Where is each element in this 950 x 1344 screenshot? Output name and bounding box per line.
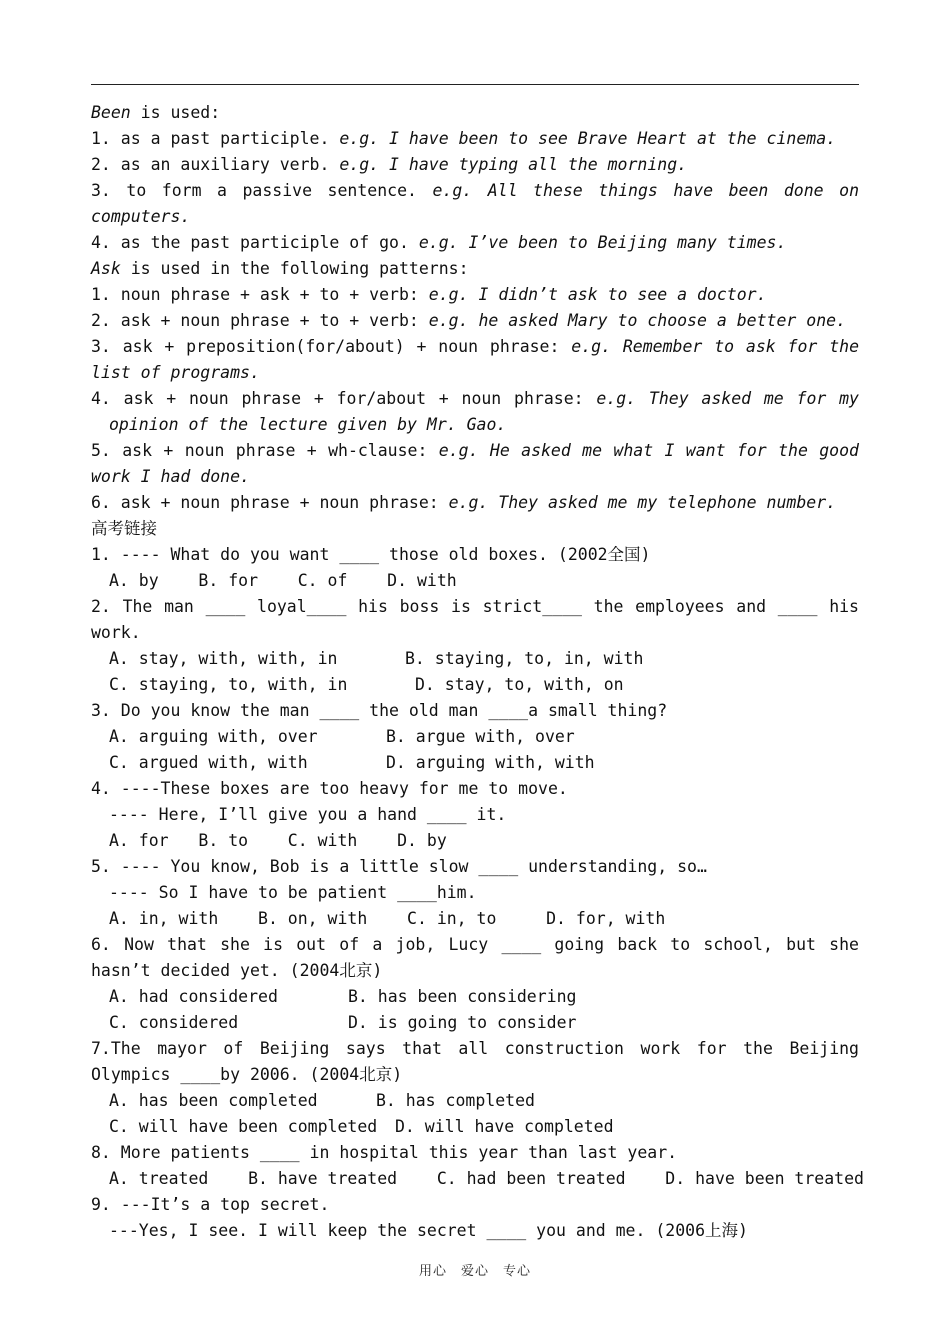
been-item-4 <box>91 230 859 256</box>
example-text: All these things have been done on computers. <box>91 181 860 226</box>
eg-label: e.g. <box>432 181 473 200</box>
option-a: A. had considered <box>109 987 278 1006</box>
ask-heading <box>91 256 859 282</box>
question-1-stem: 1. ---- What do you want ____ those old boxes. (2002全国) <box>91 545 651 564</box>
been-heading-rest: is used: <box>130 103 221 122</box>
been-item-2 <box>91 152 859 178</box>
question-6-stem: 6. Now that she is out of a job, Lucy ____ going back to school, but she hasn’t decided yet. (2004北京) <box>91 935 859 980</box>
question-3-stem: 3. Do you know the man ____ the old man ____a small thing? <box>91 701 668 720</box>
question-4-options: A. for B. to C. with D. by <box>109 831 447 850</box>
option-b: B. has been considering <box>348 987 577 1006</box>
item-text: 2. ask + noun phrase + to + verb: <box>91 311 429 330</box>
ask-item-2 <box>91 308 859 334</box>
ask-item-4 <box>91 386 859 438</box>
footer-word: 用心 <box>418 1264 447 1279</box>
header-rule <box>91 84 859 85</box>
question-9-stem: 9. ---It’s a top secret. <box>91 1195 330 1214</box>
eg-label: e.g. <box>448 493 489 512</box>
option-d: D. arguing with, with <box>386 753 595 772</box>
question-7-options-cd <box>91 1114 859 1140</box>
question-5-options: A. in, with B. on, with C. in, to D. for, with <box>109 909 666 928</box>
been-heading-word: Been <box>91 103 131 122</box>
option-d: D. is going to consider <box>348 1013 577 1032</box>
question-3-options-ab <box>91 724 859 750</box>
eg-label: e.g. <box>428 285 469 304</box>
option-b: B. staying, to, in, with <box>405 649 644 668</box>
example-text: I have typing all the morning. <box>379 155 688 174</box>
eg-label: e.g. <box>438 441 479 460</box>
option-a: A. has been completed <box>109 1091 318 1110</box>
option-d: D. will have completed <box>395 1117 614 1136</box>
option-c: C. considered <box>109 1013 239 1032</box>
item-text: 3. to form a passive sentence. <box>91 181 433 200</box>
eg-label: e.g. <box>571 337 612 356</box>
question-2-options-ab <box>91 646 859 672</box>
question-9-reply: ---Yes, I see. I will keep the secret ____ you and me. (2006上海) <box>109 1221 748 1240</box>
ask-heading-word: Ask <box>91 259 121 278</box>
footer-word: 专心 <box>503 1264 532 1279</box>
ask-item-3 <box>91 334 859 386</box>
ask-heading-rest: is used in the following patterns: <box>120 259 469 278</box>
eg-label: e.g. <box>418 233 459 252</box>
question-2-options-cd <box>91 672 859 698</box>
question-5-stem: 5. ---- You know, Bob is a little slow ____ understanding, so… <box>91 857 707 876</box>
question-3-options-cd <box>91 750 859 776</box>
option-c: C. argued with, with <box>109 753 308 772</box>
option-c: C. will have been completed <box>109 1117 378 1136</box>
item-text: 1. as a past participle. <box>91 129 340 148</box>
eg-label: e.g. <box>339 155 380 174</box>
example-text: I’ve been to Beijing many times. <box>458 233 787 252</box>
option-a: A. stay, with, with, in <box>109 649 338 668</box>
page-footer <box>0 1260 950 1279</box>
question-2-stem: 2. The man ____ loyal____ his boss is strict____ the employees and ____ his work. <box>91 597 859 642</box>
option-d: D. stay, to, with, on <box>415 675 624 694</box>
ask-item-5 <box>91 438 859 490</box>
question-4-stem: 4. ----These boxes are too heavy for me to move. <box>91 779 568 798</box>
eg-label: e.g. <box>596 389 637 408</box>
option-a: A. arguing with, over <box>109 727 318 746</box>
item-text: 6. ask + noun phrase + noun phrase: <box>91 493 449 512</box>
question-6-options-cd <box>91 1010 859 1036</box>
item-text: 1. noun phrase + ask + to + verb: <box>91 285 429 304</box>
item-text: 4. ask + noun phrase + for/about + noun phrase: <box>91 389 597 408</box>
option-b: B. has completed <box>376 1091 535 1110</box>
option-b: B. argue with, over <box>386 727 575 746</box>
question-6-options-ab <box>91 984 859 1010</box>
item-text: 4. as the past participle of go. <box>91 233 419 252</box>
question-7-options-ab <box>91 1088 859 1114</box>
been-heading <box>91 100 859 126</box>
example-text: They asked me my telephone number. <box>488 493 837 512</box>
document-body <box>91 100 864 1244</box>
question-4-reply: ---- Here, I’ll give you a hand ____ it. <box>109 805 507 824</box>
been-item-3 <box>91 178 859 230</box>
been-item-1 <box>91 126 859 152</box>
eg-label: e.g. <box>428 311 469 330</box>
item-text: 5. ask + noun phrase + wh-clause: <box>91 441 439 460</box>
example-text: Remember to ask for the list of programs. <box>91 337 860 382</box>
example-text: I have been to see Brave Heart at the cinema. <box>379 129 837 148</box>
option-c: C. staying, to, with, in <box>109 675 348 694</box>
question-7-stem: 7.The mayor of Beijing says that all construction work for the Beijing Olympics ____by 2006. (2004北京) <box>91 1039 859 1084</box>
item-text: 2. as an auxiliary verb. <box>91 155 340 174</box>
eg-label: e.g. <box>339 129 380 148</box>
question-1-options: A. by B. for C. of D. with <box>109 571 457 590</box>
question-5-reply: ---- So I have to be patient ____him. <box>109 883 477 902</box>
example-text: He asked me what I want for the good work I had done. <box>91 441 859 486</box>
example-text: They asked me for my opinion of the lecture given by Mr. Gao. <box>109 389 859 434</box>
exam-heading: 高考链接 <box>91 519 157 538</box>
ask-item-6 <box>91 490 859 516</box>
question-8-stem: 8. More patients ____ in hospital this year than last year. <box>91 1143 678 1162</box>
example-text: I didn’t ask to see a doctor. <box>468 285 767 304</box>
footer-word: 爱心 <box>460 1264 489 1279</box>
example-text: he asked Mary to choose a better one. <box>468 311 847 330</box>
question-8-options: A. treated B. have treated C. had been treated D. have been treated <box>109 1169 864 1188</box>
ask-item-1 <box>91 282 859 308</box>
item-text: 3. ask + preposition(for/about) + noun phrase: <box>91 337 572 356</box>
